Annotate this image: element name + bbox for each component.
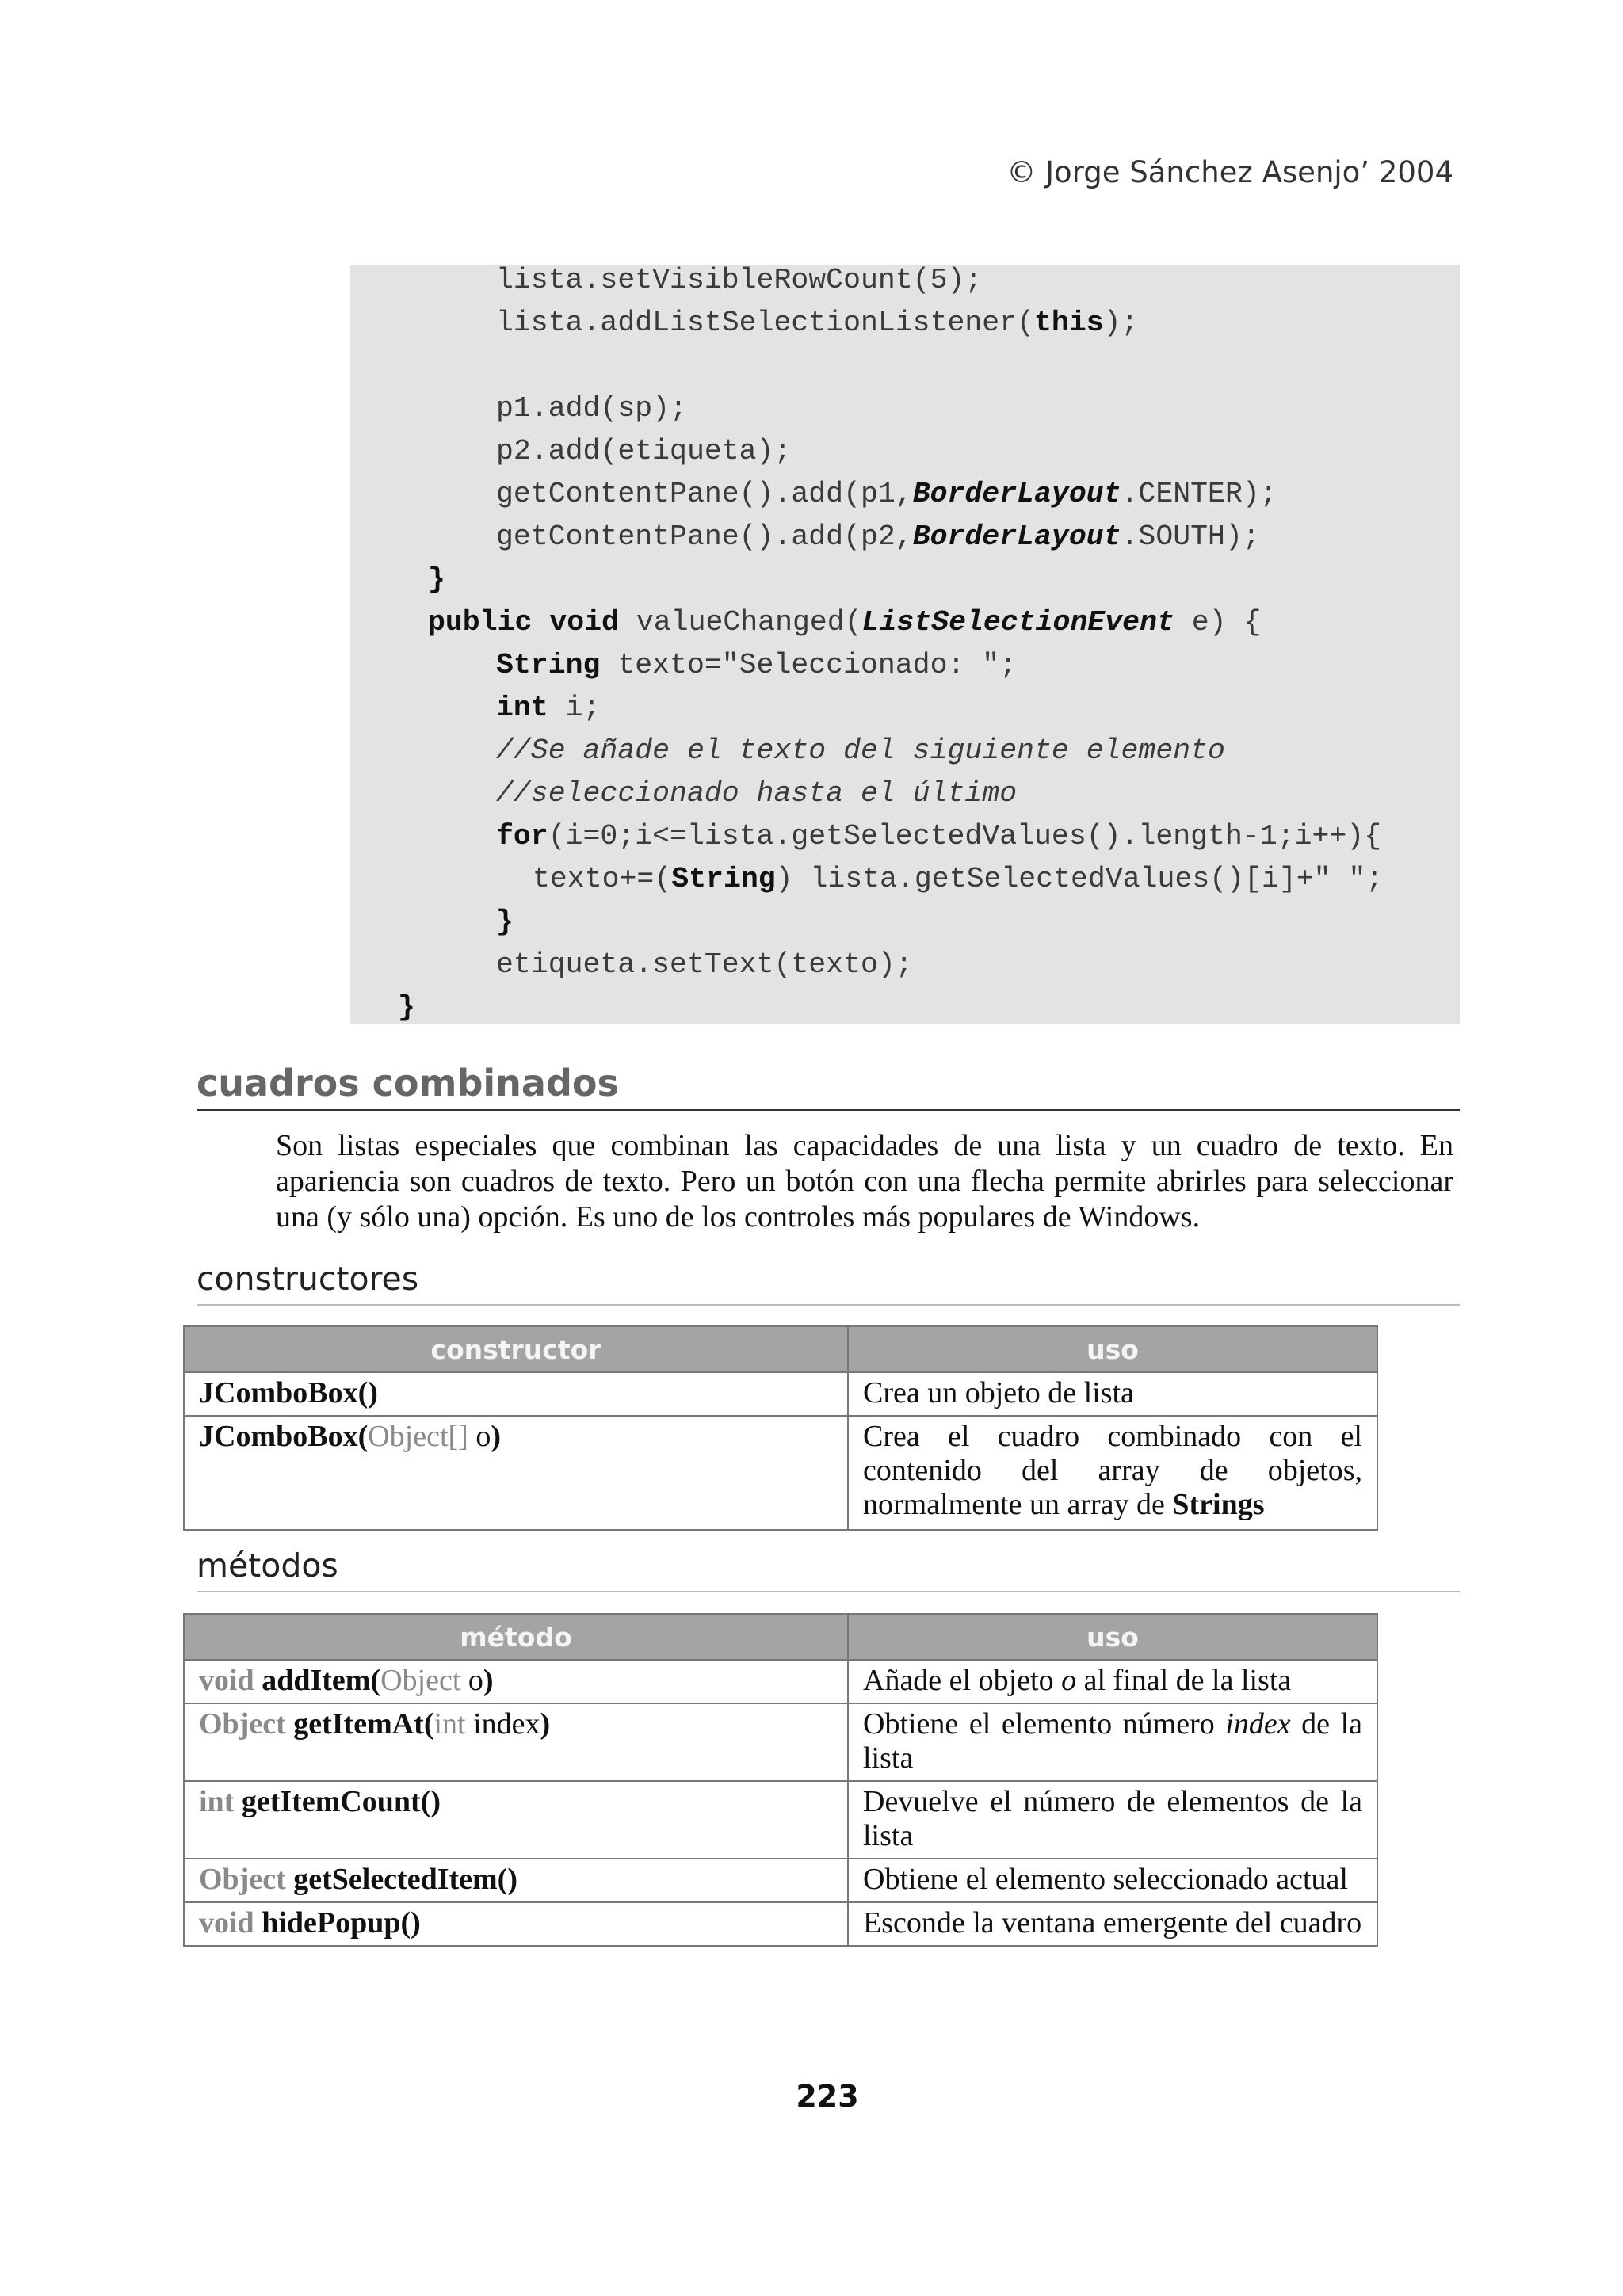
method-description: Obtiene el elemento seleccionado actual [848, 1859, 1377, 1902]
code-line: getContentPane().add(p1,BorderLayout.CENTER); [496, 478, 1277, 510]
column-header-metodo: método [184, 1614, 848, 1660]
constructors-heading: constructores [197, 1260, 1460, 1306]
constructor-description: Crea el cuadro combinado con el contenido del array de objetos, normalmente un array de Strings [848, 1416, 1377, 1530]
methods-heading: métodos [197, 1547, 1460, 1592]
method-signature: void addItem(Object o) [184, 1660, 848, 1703]
code-line: lista.setVisibleRowCount(5); [496, 264, 983, 296]
section-title: cuadros combinados [197, 1062, 1460, 1111]
code-line: } [496, 906, 514, 938]
column-header-constructor: constructor [184, 1326, 848, 1372]
constructor-signature: JComboBox() [184, 1372, 848, 1416]
method-description: Esconde la ventana emergente del cuadro [848, 1902, 1377, 1946]
table-header-row [184, 1326, 1377, 1372]
table-row [184, 1660, 1377, 1703]
code-comment: //Se añade el texto del siguiente elemento [496, 734, 1225, 767]
page-number: 223 [796, 2079, 859, 2114]
methods-table [183, 1613, 1378, 1947]
table-header-row [184, 1614, 1377, 1660]
code-line: getContentPane().add(p2,BorderLayout.SOUTH); [496, 521, 1260, 553]
code-line: lista.addListSelectionListener(this); [496, 307, 1139, 339]
column-header-uso: uso [848, 1614, 1377, 1660]
table-row [184, 1859, 1377, 1902]
method-signature: Object getSelectedItem() [184, 1859, 848, 1902]
page-header-copyright: © Jorge Sánchez Asenjo’ 2004 [1006, 155, 1453, 189]
code-line: String texto="Seleccionado: "; [496, 649, 1018, 681]
code-line: for(i=0;i<=lista.getSelectedValues().length-1;i++){ [496, 820, 1382, 852]
method-signature: int getItemCount() [184, 1781, 848, 1859]
column-header-uso: uso [848, 1326, 1377, 1372]
code-line: } [428, 563, 445, 596]
constructors-table [183, 1325, 1378, 1531]
method-description: Obtiene el elemento número index de la lista [848, 1703, 1377, 1781]
code-line: public void valueChanged(ListSelectionEvent e) { [428, 606, 1262, 639]
code-line: p1.add(sp); [496, 392, 687, 425]
method-signature: Object getItemAt(int index) [184, 1703, 848, 1781]
method-description: Añade el objeto o al final de la lista [848, 1660, 1377, 1703]
constructor-signature: JComboBox(Object[] o) [184, 1416, 848, 1530]
code-line: } [398, 991, 415, 1024]
table-row [184, 1902, 1377, 1946]
code-line: etiqueta.setText(texto); [496, 948, 913, 981]
table-row [184, 1703, 1377, 1781]
method-signature: void hidePopup() [184, 1902, 848, 1946]
table-row [184, 1416, 1377, 1530]
constructor-description: Crea un objeto de lista [848, 1372, 1377, 1416]
section-paragraph: Son listas especiales que combinan las capacidades de una lista y un cuadro de texto. En apariencia son cuadros de texto. Pero un botón con una flecha permite abrirles para seleccionar una (y sólo una) opción. Es uno de los controles más populares de Windows. [276, 1129, 1453, 1234]
table-row [184, 1781, 1377, 1859]
code-line: p2.add(etiqueta); [496, 435, 792, 467]
code-line: texto+=(String) lista.getSelectedValues()[i]+" "; [533, 863, 1384, 895]
method-description: Devuelve el número de elementos de la lista [848, 1781, 1377, 1859]
table-row [184, 1372, 1377, 1416]
code-block [350, 265, 1460, 1024]
code-comment: //seleccionado hasta el último [496, 777, 1018, 810]
code-line: int i; [496, 692, 601, 724]
